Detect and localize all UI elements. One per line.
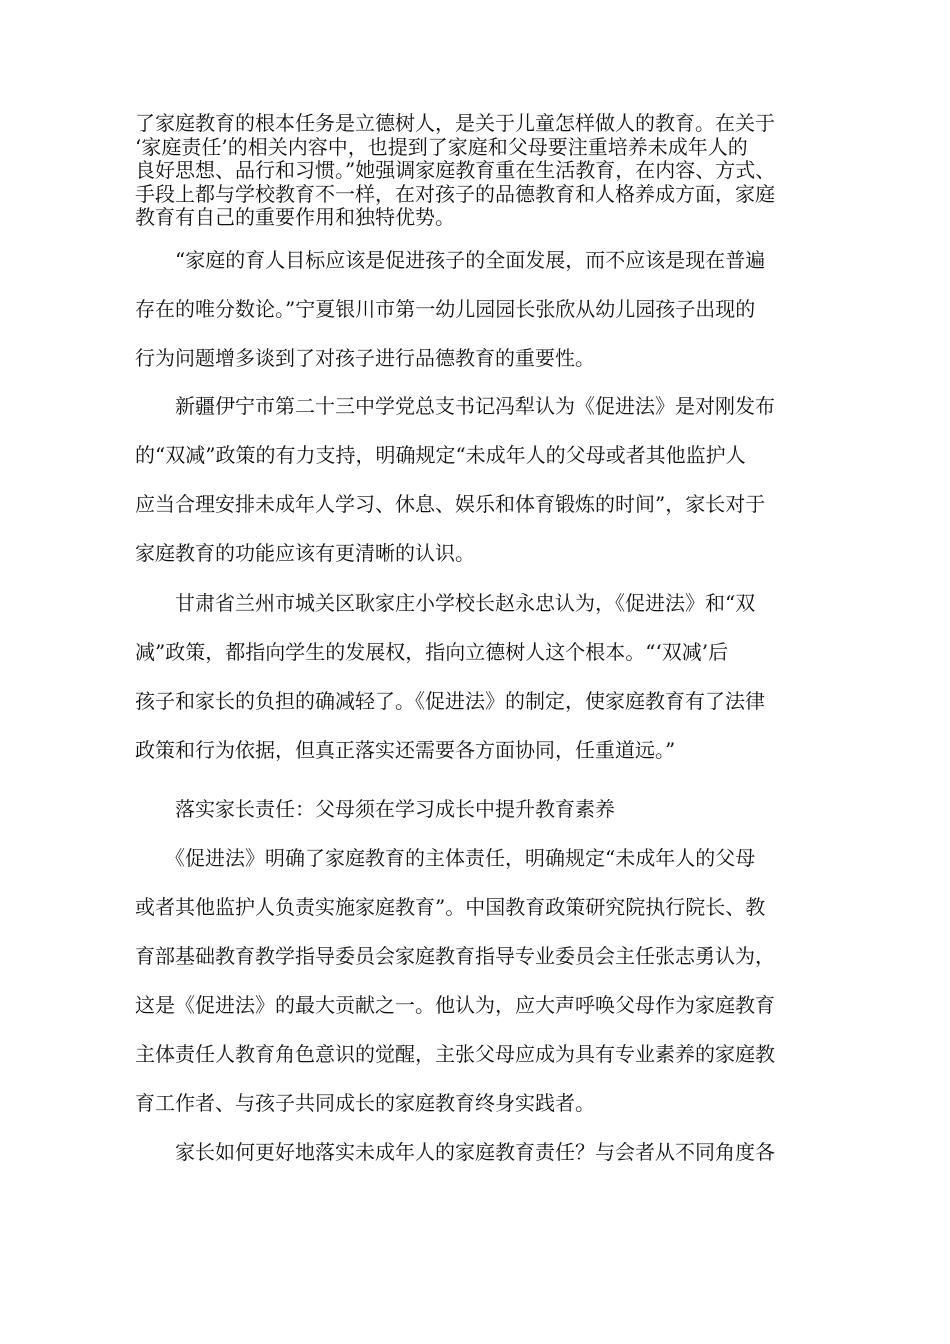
paragraph-parent-responsibility: 家长如何更好地落实未成年人的家庭教育责任？与会者从不同角度各 (135, 1140, 775, 1164)
paragraph-quote-zhang-xin: “家庭的育人目标应该是促进孩子的全面发展，而不应该是现在普遍 存在的唯分数论。”宁夏银川市第一幼儿园园长张欣从幼儿园孩子出现的 行为问题增多谈到了对孩子进行品德教育的重要性。 (135, 248, 766, 370)
paragraph-zhang-zhiyong: 《促进法》明确了家庭教育的主体责任，明确规定“未成年人的父母 或者其他监护人负责实施家庭教育”。中国教育政策研究院执行院长、教 育部基础教育教学指导委员会家庭教育指导专业委员会主任张志勇认为， 这是《促进法》的最大贡献之一。他认为，应大声呼唤父母作为家庭教育 主体责任人教育角色意识的觉醒，主张父母应成为具有专业素养的家庭教 育工作者、与孩子共同成长的家庭教育终身实践者。 (135, 846, 775, 1115)
paragraph-zhao-yongzhong: 甘肃省兰州市城关区耿家庄小学校长赵永忠认为，《促进法》和“双 减”政策，都指向学生的发展权，指向立德树人这个根本。“‘双减’后 孩子和家长的负担的确减轻了。《促进法》的制定，使家庭教育有了法律 政策和行为依据，但真正落实还需要各方面协同，任重道远。” (135, 591, 765, 762)
section-heading: 落实家长责任：父母须在学习成长中提升教育素养 (135, 797, 615, 821)
paragraph-continuation: 了家庭教育的根本任务是立德树人，是关于儿童怎样做人的教育。在关于 ‘家庭责任’的相关内容中，也提到了家庭和父母要注重培养未成年人的 良好思想、品行和习惯。”她强调家庭教育重在生活教育，在内容、方式、 手段上都与学校教育不一样，在对孩子的品德教育和人格养成方面，家庭 教育有自己的重要作用和独特优势。 (135, 111, 776, 229)
paragraph-feng-li: 新疆伊宁市第二十三中学党总支书记冯犁认为《促进法》是对刚发布 的“双减”政策的有力支持，明确规定“未成年人的父母或者其他监护人 应当合理安排未成年人学习、休息、娱乐和体育锻炼的时间”，家长对于 家庭教育的功能应该有更清晰的认识。 (135, 394, 775, 565)
